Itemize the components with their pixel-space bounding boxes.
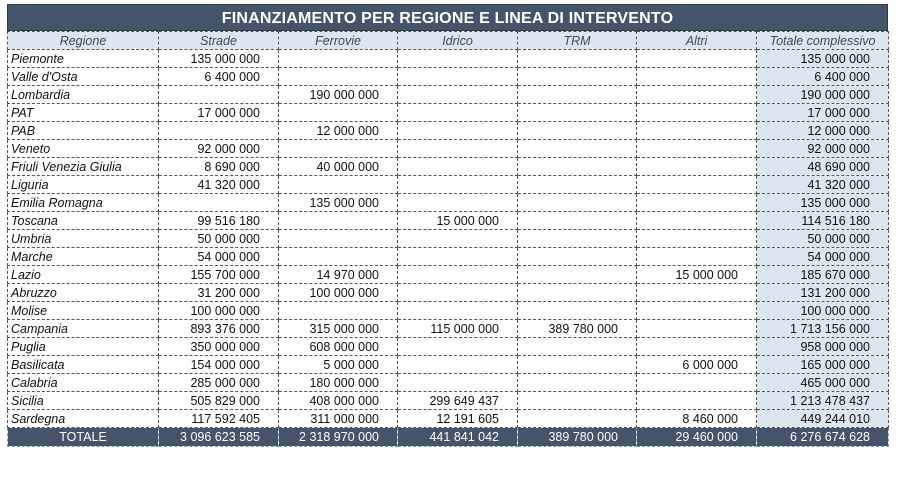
strade-cell (159, 86, 279, 104)
ferrovie-cell: 14 970 000 (279, 266, 398, 284)
region-cell: Piemonte (8, 50, 159, 68)
strade-cell: 350 000 000 (159, 338, 279, 356)
region-cell: Toscana (8, 212, 159, 230)
trm-cell (518, 50, 637, 68)
idrico-cell: 12 191 605 (398, 410, 518, 428)
ferrovie-cell: 311 000 000 (279, 410, 398, 428)
totale-cell: 185 670 000 (757, 266, 889, 284)
idrico-cell (398, 266, 518, 284)
totals-row (8, 428, 889, 447)
totals-altri: 29 460 000 (637, 428, 757, 447)
ferrovie-cell (279, 176, 398, 194)
ferrovie-cell (279, 248, 398, 266)
trm-cell (518, 104, 637, 122)
table-row (8, 356, 889, 374)
altri-cell (637, 230, 757, 248)
trm-cell (518, 194, 637, 212)
altri-cell: 15 000 000 (637, 266, 757, 284)
altri-cell: 8 460 000 (637, 410, 757, 428)
altri-cell (637, 374, 757, 392)
region-cell: Puglia (8, 338, 159, 356)
idrico-cell (398, 194, 518, 212)
region-cell: Lazio (8, 266, 159, 284)
strade-cell: 92 000 000 (159, 140, 279, 158)
table-row (8, 392, 889, 410)
region-cell: PAB (8, 122, 159, 140)
region-cell: Valle d'Osta (8, 68, 159, 86)
totale-cell: 135 000 000 (757, 50, 889, 68)
strade-cell: 117 592 405 (159, 410, 279, 428)
idrico-cell (398, 302, 518, 320)
idrico-cell: 15 000 000 (398, 212, 518, 230)
totale-cell: 100 000 000 (757, 302, 889, 320)
idrico-cell (398, 338, 518, 356)
trm-cell (518, 158, 637, 176)
trm-cell (518, 86, 637, 104)
table-title: FINANZIAMENTO PER REGIONE E LINEA DI INTERVENTO (7, 4, 888, 31)
strade-cell: 50 000 000 (159, 230, 279, 248)
strade-cell: 99 516 180 (159, 212, 279, 230)
totals-totale: 6 276 674 628 (757, 428, 889, 447)
region-cell: Sicilia (8, 392, 159, 410)
totale-cell: 958 000 000 (757, 338, 889, 356)
altri-cell (637, 320, 757, 338)
trm-cell (518, 68, 637, 86)
totale-cell: 12 000 000 (757, 122, 889, 140)
ferrovie-cell (279, 140, 398, 158)
header-row (8, 32, 889, 50)
table-row (8, 320, 889, 338)
idrico-cell (398, 50, 518, 68)
altri-cell (637, 140, 757, 158)
table-row (8, 230, 889, 248)
financing-table-panel (7, 4, 888, 447)
totale-cell: 50 000 000 (757, 230, 889, 248)
totale-cell: 114 516 180 (757, 212, 889, 230)
idrico-cell (398, 158, 518, 176)
table-row (8, 338, 889, 356)
trm-cell (518, 212, 637, 230)
table-row (8, 86, 889, 104)
region-cell: Campania (8, 320, 159, 338)
strade-cell: 505 829 000 (159, 392, 279, 410)
ferrovie-cell (279, 230, 398, 248)
strade-cell (159, 194, 279, 212)
financing-table (7, 31, 889, 447)
region-cell: Calabria (8, 374, 159, 392)
strade-cell: 31 200 000 (159, 284, 279, 302)
ferrovie-cell: 408 000 000 (279, 392, 398, 410)
strade-cell: 6 400 000 (159, 68, 279, 86)
table-row (8, 248, 889, 266)
ferrovie-cell: 40 000 000 (279, 158, 398, 176)
idrico-cell (398, 374, 518, 392)
trm-cell (518, 410, 637, 428)
ferrovie-cell: 135 000 000 (279, 194, 398, 212)
altri-cell (637, 338, 757, 356)
region-cell: Sardegna (8, 410, 159, 428)
altri-cell (637, 212, 757, 230)
trm-cell (518, 230, 637, 248)
totals-trm: 389 780 000 (518, 428, 637, 447)
column-header-idrico: Idrico (398, 32, 518, 50)
column-header-ferrovie: Ferrovie (279, 32, 398, 50)
idrico-cell: 115 000 000 (398, 320, 518, 338)
table-row (8, 68, 889, 86)
table-row (8, 410, 889, 428)
region-cell: Veneto (8, 140, 159, 158)
region-cell: Marche (8, 248, 159, 266)
idrico-cell (398, 140, 518, 158)
table-row (8, 194, 889, 212)
region-cell: Abruzzo (8, 284, 159, 302)
strade-cell (159, 122, 279, 140)
altri-cell (637, 86, 757, 104)
altri-cell (637, 50, 757, 68)
totale-cell: 465 000 000 (757, 374, 889, 392)
totals-idrico: 441 841 042 (398, 428, 518, 447)
trm-cell (518, 338, 637, 356)
altri-cell (637, 158, 757, 176)
totale-cell: 131 200 000 (757, 284, 889, 302)
ferrovie-cell (279, 302, 398, 320)
idrico-cell (398, 122, 518, 140)
strade-cell: 41 320 000 (159, 176, 279, 194)
totale-cell: 92 000 000 (757, 140, 889, 158)
trm-cell: 389 780 000 (518, 320, 637, 338)
totals-ferrovie: 2 318 970 000 (279, 428, 398, 447)
table-row (8, 374, 889, 392)
region-cell: Umbria (8, 230, 159, 248)
totale-cell: 54 000 000 (757, 248, 889, 266)
region-cell: Friuli Venezia Giulia (8, 158, 159, 176)
totals-label: TOTALE (8, 428, 159, 447)
ferrovie-cell (279, 104, 398, 122)
table-row (8, 284, 889, 302)
ferrovie-cell: 180 000 000 (279, 374, 398, 392)
totale-cell: 6 400 000 (757, 68, 889, 86)
strade-cell: 100 000 000 (159, 302, 279, 320)
column-header-strade: Strade (159, 32, 279, 50)
table-row (8, 104, 889, 122)
region-cell: Emilia Romagna (8, 194, 159, 212)
altri-cell: 6 000 000 (637, 356, 757, 374)
strade-cell: 893 376 000 (159, 320, 279, 338)
idrico-cell (398, 176, 518, 194)
region-cell: Lombardia (8, 86, 159, 104)
altri-cell (637, 68, 757, 86)
altri-cell (637, 104, 757, 122)
ferrovie-cell (279, 68, 398, 86)
strade-cell: 17 000 000 (159, 104, 279, 122)
ferrovie-cell: 315 000 000 (279, 320, 398, 338)
idrico-cell (398, 230, 518, 248)
ferrovie-cell: 12 000 000 (279, 122, 398, 140)
table-row (8, 50, 889, 68)
strade-cell: 54 000 000 (159, 248, 279, 266)
altri-cell (637, 194, 757, 212)
ferrovie-cell: 608 000 000 (279, 338, 398, 356)
ferrovie-cell: 5 000 000 (279, 356, 398, 374)
idrico-cell (398, 284, 518, 302)
altri-cell (637, 176, 757, 194)
region-cell: Liguria (8, 176, 159, 194)
idrico-cell (398, 86, 518, 104)
idrico-cell (398, 104, 518, 122)
table-row (8, 302, 889, 320)
strade-cell: 155 700 000 (159, 266, 279, 284)
totale-cell: 449 244 010 (757, 410, 889, 428)
strade-cell: 8 690 000 (159, 158, 279, 176)
totale-cell: 165 000 000 (757, 356, 889, 374)
trm-cell (518, 302, 637, 320)
column-header-altri: Altri (637, 32, 757, 50)
column-header-totale: Totale complessivo (757, 32, 889, 50)
table-row (8, 122, 889, 140)
table-row (8, 176, 889, 194)
region-cell: PAT (8, 104, 159, 122)
trm-cell (518, 266, 637, 284)
altri-cell (637, 248, 757, 266)
altri-cell (637, 122, 757, 140)
trm-cell (518, 284, 637, 302)
table-row (8, 140, 889, 158)
totale-cell: 135 000 000 (757, 194, 889, 212)
table-row (8, 212, 889, 230)
region-cell: Molise (8, 302, 159, 320)
trm-cell (518, 248, 637, 266)
idrico-cell (398, 356, 518, 374)
idrico-cell (398, 248, 518, 266)
trm-cell (518, 374, 637, 392)
ferrovie-cell (279, 50, 398, 68)
ferrovie-cell: 190 000 000 (279, 86, 398, 104)
totals-strade: 3 096 623 585 (159, 428, 279, 447)
ferrovie-cell (279, 212, 398, 230)
idrico-cell (398, 68, 518, 86)
table-row (8, 158, 889, 176)
trm-cell (518, 140, 637, 158)
totale-cell: 41 320 000 (757, 176, 889, 194)
trm-cell (518, 176, 637, 194)
table-row (8, 266, 889, 284)
trm-cell (518, 392, 637, 410)
column-header-regione: Regione (8, 32, 159, 50)
strade-cell: 135 000 000 (159, 50, 279, 68)
totale-cell: 17 000 000 (757, 104, 889, 122)
totale-cell: 48 690 000 (757, 158, 889, 176)
ferrovie-cell: 100 000 000 (279, 284, 398, 302)
trm-cell (518, 356, 637, 374)
altri-cell (637, 284, 757, 302)
totale-cell: 190 000 000 (757, 86, 889, 104)
strade-cell: 154 000 000 (159, 356, 279, 374)
region-cell: Basilicata (8, 356, 159, 374)
trm-cell (518, 122, 637, 140)
column-header-trm: TRM (518, 32, 637, 50)
totale-cell: 1 713 156 000 (757, 320, 889, 338)
altri-cell (637, 302, 757, 320)
idrico-cell: 299 649 437 (398, 392, 518, 410)
altri-cell (637, 392, 757, 410)
strade-cell: 285 000 000 (159, 374, 279, 392)
totale-cell: 1 213 478 437 (757, 392, 889, 410)
